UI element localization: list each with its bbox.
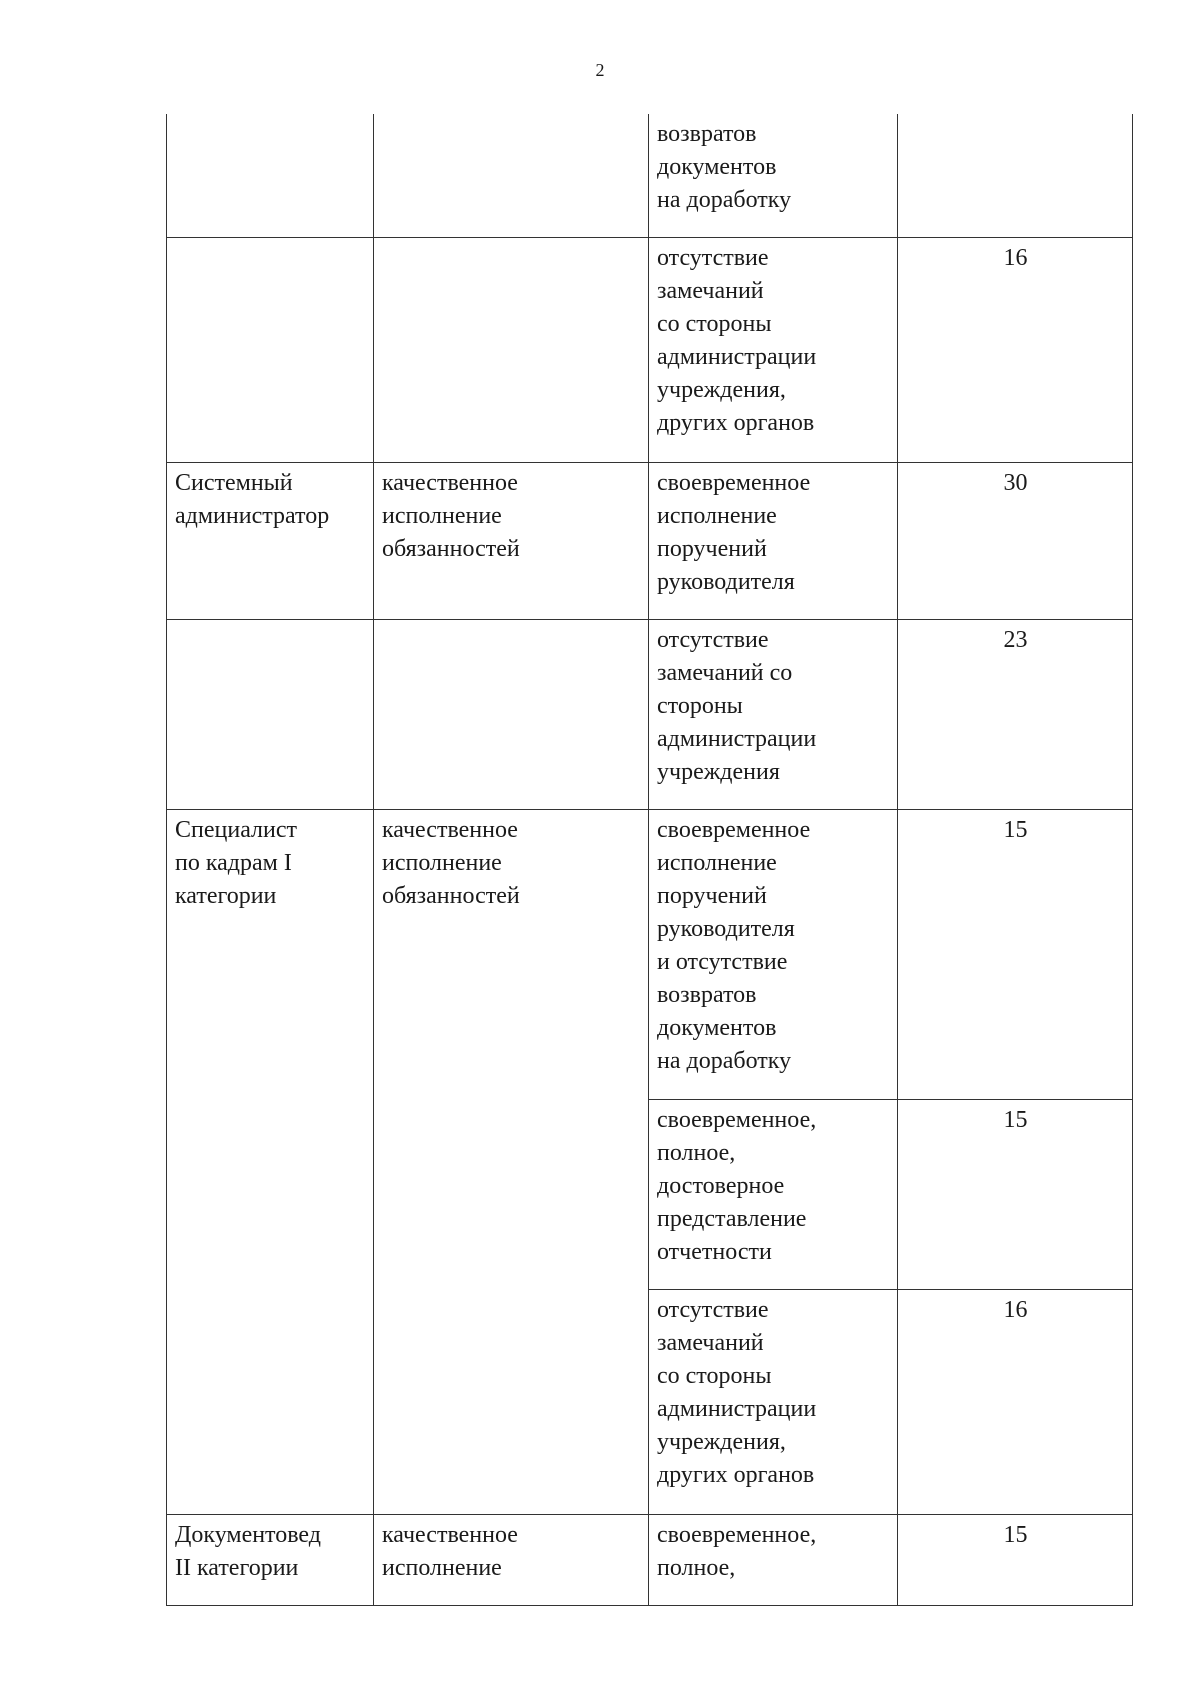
points-cell: 30 [898, 462, 1133, 619]
indicator-cell: отсутствие замечаний со стороны администрации учреждения, других органов [649, 1289, 898, 1514]
points-cell: 16 [898, 237, 1133, 462]
page-number: 2 [595, 60, 605, 80]
indicator-cell: своевременное, полное, достоверное представление отчетности [649, 1099, 898, 1289]
position-cell [167, 237, 374, 462]
table-row [167, 1514, 1133, 1605]
points-cell: 15 [898, 809, 1133, 1099]
position-cell: Документовед II категории [167, 1514, 374, 1605]
table-row [167, 237, 1133, 462]
table-row [167, 114, 1133, 237]
points-cell: 16 [898, 1289, 1133, 1514]
criterion-cell: качественное исполнение обязанностей [374, 809, 649, 1514]
points-cell: 15 [898, 1514, 1133, 1605]
position-cell: Системный администратор [167, 462, 374, 619]
position-cell [167, 114, 374, 237]
table-row [167, 809, 1133, 1099]
indicator-cell: своевременное, полное, [649, 1514, 898, 1605]
criterion-cell [374, 114, 649, 237]
criteria-table [166, 114, 1133, 1606]
table-row [167, 619, 1133, 809]
indicator-cell: своевременное исполнение поручений руководителя и отсутствие возвратов документов на доработку [649, 809, 898, 1099]
points-cell: 23 [898, 619, 1133, 809]
points-cell: 15 [898, 1099, 1133, 1289]
indicator-cell: отсутствие замечаний со стороны администрации учреждения, других органов [649, 237, 898, 462]
indicator-cell: своевременное исполнение поручений руководителя [649, 462, 898, 619]
criterion-cell: качественное исполнение обязанностей [374, 462, 649, 619]
position-cell: Специалист по кадрам I категории [167, 809, 374, 1514]
criterion-cell [374, 619, 649, 809]
position-cell [167, 619, 374, 809]
points-cell [898, 114, 1133, 237]
criterion-cell [374, 237, 649, 462]
indicator-cell: возвратов документов на доработку [649, 114, 898, 237]
table-row [167, 462, 1133, 619]
criterion-cell: качественное исполнение [374, 1514, 649, 1605]
indicator-cell: отсутствие замечаний со стороны администрации учреждения [649, 619, 898, 809]
